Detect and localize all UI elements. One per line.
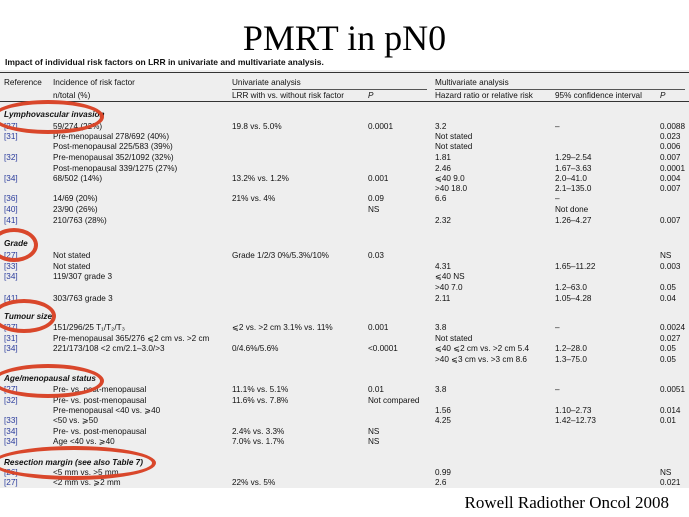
header-reference: Reference	[4, 78, 42, 87]
row-20-p2: 0.0051	[660, 385, 686, 394]
row-18-ci: 1.2–28.0	[555, 344, 587, 353]
row-4-ref[interactable]: [32]	[4, 153, 18, 162]
row-9-p: NS	[368, 205, 380, 214]
row-25-ref[interactable]: [34]	[4, 437, 18, 446]
row-24-p: NS	[368, 427, 380, 436]
row-8-p: 0.09	[368, 194, 384, 203]
row-1-inc: 59/274 (22%)	[53, 122, 103, 131]
citation: Rowell Radiother Oncol 2008	[464, 493, 669, 512]
row-23-inc: <50 vs. ⩾50	[53, 416, 98, 425]
row-25-inc: Age <40 vs. ⩾40	[53, 437, 115, 446]
row-10-inc: 210/763 (28%)	[53, 216, 107, 225]
row-14-ci: 1.2–63.0	[555, 283, 587, 292]
row-11-inc: Not stated	[53, 251, 91, 260]
row-7-hr: >40 18.0	[435, 184, 468, 193]
section-age: Age/menopausal status	[4, 374, 96, 383]
row-20-lrr: 11.1% vs. 5.1%	[232, 385, 289, 394]
row-4-inc: Pre-menopausal 352/1092 (32%)	[53, 153, 174, 162]
row-22-ci: 1.10–2.73	[555, 406, 592, 415]
row-3-hr: Not stated	[435, 142, 473, 151]
row-16-hr: 3.8	[435, 323, 447, 332]
row-1-hr: 3.2	[435, 122, 447, 131]
row-22-p2: 0.014	[660, 406, 681, 415]
table-caption: Impact of individual risk factors on LRR in univariate and multivariate analysis.	[5, 57, 324, 67]
row-27-ref[interactable]: [27]	[4, 478, 18, 487]
row-20-ci: –	[555, 385, 560, 394]
row-24-lrr: 2.4% vs. 3.3%	[232, 427, 285, 436]
row-26-inc: <5 mm vs. >5 mm	[53, 468, 119, 477]
univariate-underline	[232, 89, 427, 90]
row-20-ref[interactable]: [27]	[4, 385, 18, 394]
row-6-hr: ⩽40 9.0	[435, 174, 465, 183]
row-18-lrr: 0/4.6%/5.6%	[232, 344, 279, 353]
row-16-ref[interactable]: [27]	[4, 323, 18, 332]
row-2-p2: 0.023	[660, 132, 681, 141]
row-16-ci: –	[555, 323, 560, 332]
row-6-p2: 0.004	[660, 174, 681, 183]
row-15-ref[interactable]: [41]	[4, 294, 18, 303]
row-14-hr: >40 7.0	[435, 283, 463, 292]
header-univariate: Univariate analysis	[232, 78, 301, 87]
row-8-ref[interactable]: [36]	[4, 194, 18, 203]
header-lrr: LRR with vs. without risk factor	[232, 91, 344, 100]
row-11-lrr: Grade 1/2/3 0%/5.3%/10%	[232, 251, 329, 260]
table-header-rule	[0, 101, 689, 102]
row-26-hr: 0.99	[435, 468, 451, 477]
row-3-inc: Post-menopausal 225/583 (39%)	[53, 142, 173, 151]
row-5-hr: 2.46	[435, 164, 451, 173]
row-22-inc: Pre-menopausal <40 vs. ⩾40	[53, 406, 161, 415]
row-11-ref[interactable]: [27]	[4, 251, 18, 260]
row-12-ref[interactable]: [33]	[4, 262, 18, 271]
row-10-ref[interactable]: [41]	[4, 216, 18, 225]
row-15-ci: 1.05–4.28	[555, 294, 592, 303]
row-1-p2: 0.0088	[660, 122, 686, 131]
row-2-inc: Pre-menopausal 278/692 (40%)	[53, 132, 170, 141]
row-21-p: Not compared	[368, 396, 420, 405]
row-8-inc: 14/69 (20%)	[53, 194, 98, 203]
row-8-lrr: 21% vs. 4%	[232, 194, 276, 203]
row-5-p2: 0.0001	[660, 164, 686, 173]
row-19-p2: 0.05	[660, 355, 676, 364]
row-2-ref[interactable]: [31]	[4, 132, 18, 141]
section-tumour: Tumour size	[4, 312, 53, 321]
row-18-p2: 0.05	[660, 344, 676, 353]
row-20-hr: 3.8	[435, 385, 447, 394]
row-27-lrr: 22% vs. 5%	[232, 478, 276, 487]
row-27-p2: 0.021	[660, 478, 681, 487]
header-p: P	[368, 91, 374, 100]
row-10-ci: 1.26–4.27	[555, 216, 592, 225]
row-3-p2: 0.006	[660, 142, 681, 151]
row-25-p: NS	[368, 437, 380, 446]
multivariate-underline	[435, 89, 685, 90]
row-12-inc: Not stated	[53, 262, 91, 271]
row-21-ref[interactable]: [32]	[4, 396, 18, 405]
row-4-hr: 1.81	[435, 153, 451, 162]
row-23-hr: 4.25	[435, 416, 451, 425]
row-17-ref[interactable]: [31]	[4, 334, 18, 343]
row-8-ci: –	[555, 194, 560, 203]
row-21-lrr: 11.6% vs. 7.8%	[232, 396, 289, 405]
row-4-ci: 1.29–2.54	[555, 153, 592, 162]
row-13-hr: ⩽40 NS	[435, 272, 465, 281]
header-ci: 95% confidence interval	[555, 91, 642, 100]
row-8-hr: 6.6	[435, 194, 447, 203]
row-17-hr: Not stated	[435, 334, 473, 343]
row-6-lrr: 13.2% vs. 1.2%	[232, 174, 289, 183]
row-27-inc: <2 mm vs. ⩾2 mm	[53, 478, 121, 487]
row-16-p2: 0.0024	[660, 323, 686, 332]
table-panel	[0, 70, 689, 488]
row-10-p2: 0.007	[660, 216, 681, 225]
row-4-p2: 0.007	[660, 153, 681, 162]
row-9-ci: Not done	[555, 205, 589, 214]
table-top-rule	[0, 72, 689, 73]
row-26-ref[interactable]: [26]	[4, 468, 18, 477]
row-1-ci: –	[555, 122, 560, 131]
row-6-p: 0.001	[368, 174, 389, 183]
row-15-inc: 303/763 grade 3	[53, 294, 113, 303]
header-incidence: Incidence of risk factor	[53, 78, 135, 87]
row-6-ref[interactable]: [34]	[4, 174, 18, 183]
row-6-ci: 2.0–41.0	[555, 174, 587, 183]
row-23-ci: 1.42–12.73	[555, 416, 596, 425]
section-grade: Grade	[4, 239, 28, 248]
header-p2: P	[660, 91, 666, 100]
row-24-ref[interactable]: [34]	[4, 427, 18, 436]
row-10-hr: 2.32	[435, 216, 451, 225]
header-multivariate: Multivariate analysis	[435, 78, 509, 87]
row-16-inc: 151/296/25 T₁/T₂/T₃	[53, 323, 125, 332]
row-15-p2: 0.04	[660, 294, 676, 303]
row-16-p: 0.001	[368, 323, 389, 332]
row-17-inc: Pre-menopausal 365/276 ⩽2 cm vs. >2 cm	[53, 334, 210, 343]
highlight-oval-margin	[0, 446, 156, 480]
row-7-p2: 0.007	[660, 184, 681, 193]
row-1-ref[interactable]: [27]	[4, 122, 18, 131]
section-lvi: Lymphovascular invasion	[4, 110, 105, 119]
row-11-p2: NS	[660, 251, 672, 260]
row-11-p: 0.03	[368, 251, 384, 260]
row-5-ci: 1.67–3.63	[555, 164, 592, 173]
row-25-lrr: 7.0% vs. 1.7%	[232, 437, 285, 446]
row-1-lrr: 19.8 vs. 5.0%	[232, 122, 282, 131]
row-27-hr: 2.6	[435, 478, 447, 487]
row-12-ci: 1.65–11.22	[555, 262, 596, 271]
row-17-p2: 0.027	[660, 334, 681, 343]
row-15-hr: 2.11	[435, 294, 451, 303]
row-18-p: <0.0001	[368, 344, 398, 353]
row-6-inc: 68/502 (14%)	[53, 174, 103, 183]
row-16-lrr: ⩽2 vs. >2 cm 3.1% vs. 11%	[232, 323, 333, 332]
row-5-inc: Post-menopausal 339/1275 (27%)	[53, 164, 178, 173]
row-23-p2: 0.01	[660, 416, 676, 425]
row-12-p2: 0.003	[660, 262, 681, 271]
header-incidence-sub: n/total (%)	[53, 91, 91, 100]
row-9-ref[interactable]: [40]	[4, 205, 18, 214]
row-20-inc: Pre- vs. post-menopausal	[53, 385, 147, 394]
row-22-hr: 1.56	[435, 406, 451, 415]
row-7-ci: 2.1–135.0	[555, 184, 592, 193]
row-2-hr: Not stated	[435, 132, 473, 141]
row-26-p2: NS	[660, 468, 672, 477]
row-18-inc: 221/173/108 <2 cm/2.1–3.0/>3	[53, 344, 165, 353]
row-19-ci: 1.3–75.0	[555, 355, 587, 364]
row-13-ref[interactable]: [34]	[4, 272, 18, 281]
row-12-hr: 4.31	[435, 262, 451, 271]
section-margin: Resection margin (see also Table 7)	[4, 458, 143, 467]
row-21-inc: Pre- vs. post-menopausal	[53, 396, 147, 405]
row-18-hr: ⩽40 ⩽2 cm vs. >2 cm 5.4	[435, 344, 530, 353]
row-19-hr: >40 ⩽3 cm vs. >3 cm 8.6	[435, 355, 527, 364]
row-14-p2: 0.05	[660, 283, 676, 292]
row-18-ref[interactable]: [34]	[4, 344, 18, 353]
row-23-ref[interactable]: [33]	[4, 416, 18, 425]
row-9-inc: 23/90 (26%)	[53, 205, 98, 214]
row-13-inc: 119/307 grade 3	[53, 272, 113, 281]
row-24-inc: Pre- vs. post-menopausal	[53, 427, 147, 436]
header-hazard: Hazard ratio or relative risk	[435, 91, 533, 100]
row-20-p: 0.01	[368, 385, 384, 394]
slide-title: PMRT in pN0	[242, 18, 447, 58]
row-1-p: 0.0001	[368, 122, 394, 131]
